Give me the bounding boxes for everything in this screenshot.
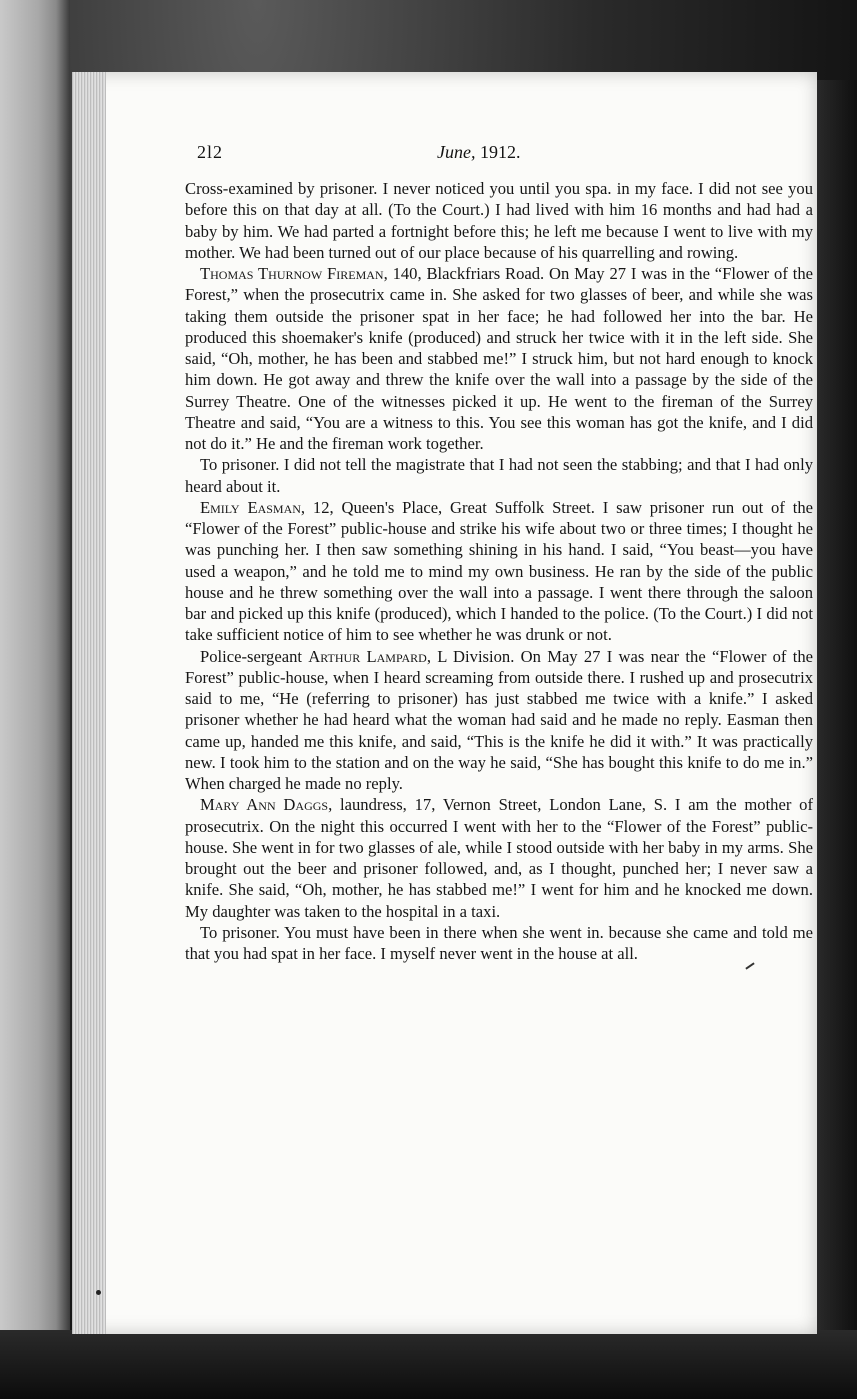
paragraph-witness-daggs: [185, 794, 813, 922]
witness-name: Thomas Thurnow Fireman,: [200, 264, 388, 283]
book-edge-left: [0, 0, 70, 1399]
paragraph-text: L Division. On May 27 I was near the “Flower of the Forest” public-house, when I heard screaming from outside there. I rushed up and prosecutrix said to me, “He (referring to prisoner) has just stabbed me twice with a knife.” I asked prisoner whether he had heard what the woman had said and he made no reply. Easman then came up, handed me this knife, and said, “This is the knife he did it with.” It was practically new. I took him to the station and on the way he said, “She has bought this knife to do me in.” When charged he made no reply.: [185, 646, 813, 793]
page-gutter: [72, 72, 106, 1334]
paragraph-text: To prisoner. I did not tell the magistrate that I had not seen the stabbing; and that I had only heard about it.: [185, 455, 813, 496]
paragraph-text: 140, Blackfriars Road. On May 27 I was in the “Flower of the Forest,” when the prosecutrix came in. She asked for two glasses of beer, and while she was taking them outside the prisoner spat in her face; he had followed her into the bar. He produced this shoemaker's knife (produced) and struck her twice with it in the left side. She said, “Oh, mother, he has been and stabbed me!” I struck him, but not hard enough to knock him down. He got away and threw the knife over the wall into a passage by the side of the Surrey Theatre. One of the witnesses picked it up. He went to the fireman of the Surrey Theatre and said, “You are a witness to this. You see this woman has got the knife, and I did not do it.” He and the fireman work together.: [185, 264, 813, 453]
witness-rank: Police-sergeant: [200, 646, 309, 666]
paragraph-text: Cross-examined by prisoner. I never noticed you until you spa. in my face. I did not see you before this on that day at all. (To the Court.) I had lived with him 16 months and had had a baby by him. We had parted a fortnight before this; he left me because I went to live with my mother. We had been turned out of our place because of his quarrelling and rowing.: [185, 179, 813, 262]
paragraph-witness-fireman: [185, 263, 813, 454]
paragraph-witness-easman: [185, 497, 813, 646]
running-head-year: 1912.: [479, 142, 521, 162]
ink-speck: [96, 1290, 101, 1295]
paragraph-to-prisoner: [185, 454, 813, 497]
witness-name: Arthur Lampard,: [308, 646, 431, 666]
running-head-month: June,: [437, 142, 476, 162]
page-header: [197, 142, 627, 168]
book-edge-right: [815, 80, 857, 1340]
paragraph-cross-examination: [185, 178, 813, 263]
paragraph-text: To prisoner. You must have been in there when she went in. because she came and told me that you had spat in her face. I myself never went in the house at all.: [185, 922, 813, 963]
book-page: [72, 72, 817, 1334]
witness-name: Mary Ann Daggs,: [200, 795, 333, 815]
page-number: 2l2: [197, 142, 224, 162]
body-text: [185, 178, 813, 964]
paragraph-witness-lampard: [185, 646, 813, 795]
witness-name: Emily Easman,: [200, 497, 306, 517]
scan-shadow-bottom: [0, 1330, 857, 1399]
paragraph-to-prisoner-final: [185, 922, 813, 965]
paragraph-text: 12, Queen's Place, Great Suffolk Street. I saw prisoner run out of the “Flower of the Forest” public-house and strike his wife about two or three times; I thought he was punching her. I then saw something shining in his hand. I said, “You beast—you have used a weapon,” and he told me to mind my own business. He ran by the side of the public house and he threw something over the wall into a passage. I went there through the saloon bar and picked up this knife (produced), which I handed to the police. (To the Court.) I did not take sufficient notice of him to see whether he was drunk or not.: [185, 497, 813, 645]
paragraph-text: laundress, 17, Vernon Street, London Lane, S. I am the mother of prosecutrix. On the night this occurred I went with her to the “Flower of the Forest” public-house. She went in for two glasses of ale, while I stood outside with her baby in my arms. She brought out the beer and prisoner followed, and, as I thought, punched her; I never saw a knife. She said, “Oh, mother, he has stabbed me!” I went for him and he knocked me down. My daughter was taken to the hospital in a taxi.: [185, 795, 813, 921]
running-head: [437, 142, 520, 163]
